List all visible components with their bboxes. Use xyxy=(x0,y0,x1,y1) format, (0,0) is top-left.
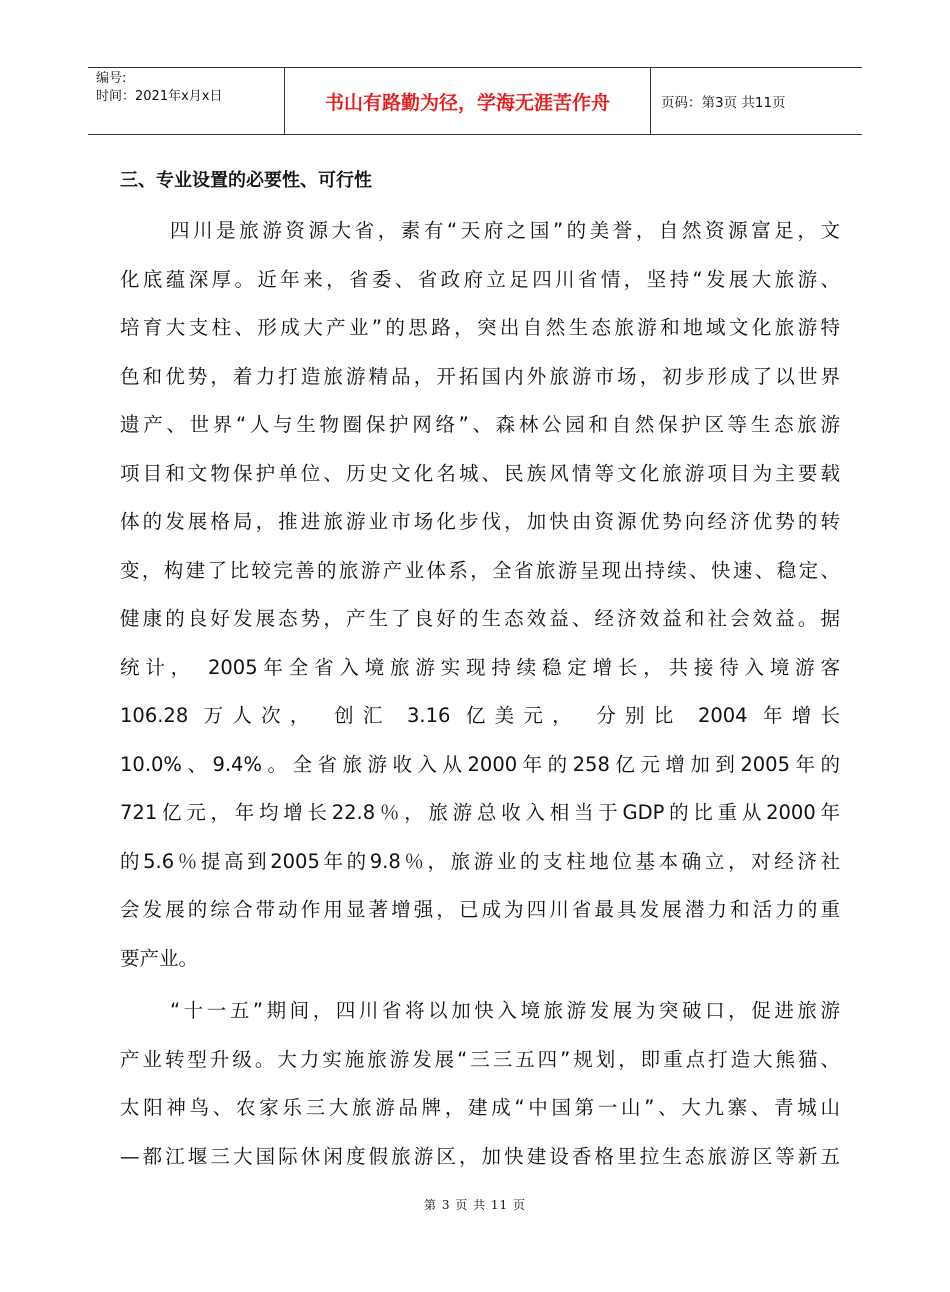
paragraph-line: —都江堰三大国际休闲度假旅游区，加快建设香格里拉生态旅游区等新五 xyxy=(120,1144,840,1168)
header-motto-cell xyxy=(285,68,651,134)
header-page-info: 页码：第3页 共11页 xyxy=(661,95,786,111)
paragraph-line: 太阳神鸟、农家乐三大旅游品牌，建成“中国第一山”、大九寨、青城山 xyxy=(120,1096,840,1119)
paragraph-line: 会发展的综合带动作用显著增强，已成为四川省最具发展潜力和活力的重 xyxy=(120,898,840,921)
paragraph-line: 培育大支柱、形成大产业”的思路，突出自然生态旅游和地域文化旅游特 xyxy=(120,316,840,339)
paragraph-line: 健康的良好发展态势，产生了良好的生态效益、经济效益和社会效益。据 xyxy=(120,607,840,630)
paragraph-line: 106.28 万人次， 创汇 3.16 亿美元， 分别比 2004 年增长 xyxy=(120,704,840,727)
paragraph-line: 721亿元，年均增长22.8％，旅游总收入相当于GDP的比重从2000年 xyxy=(120,801,840,824)
paragraph-line: “十一五”期间，四川省将以加快入境旅游发展为突破口，促进旅游 xyxy=(170,999,840,1022)
header-meta xyxy=(88,68,285,134)
page-footer: 第 3 页 共 11 页 xyxy=(424,1198,526,1212)
header-motto: 书山有路勤为径，学海无涯苦作舟 xyxy=(324,91,610,114)
paragraph-line: 统计， 2005年全省入境旅游实现持续稳定增长，共接待入境游客 xyxy=(120,655,840,679)
paragraph-line: 要产业。 xyxy=(120,946,199,970)
paragraph-line: 变，构建了比较完善的旅游产业体系，全省旅游呈现出持续、快速、稳定、 xyxy=(120,558,840,582)
page-header xyxy=(88,67,862,135)
paragraph-line: 项目和文物保护单位、历史文化名城、民族风情等文化旅游项目为主要载 xyxy=(120,461,840,485)
paragraph-line: 产业转型升级。大力实施旅游发展“三三五四”规划，即重点打造大熊猫、 xyxy=(120,1047,840,1071)
paragraph-line: 遗产、世界“人与生物圈保护网络”、森林公园和自然保护区等生态旅游 xyxy=(120,413,840,436)
paragraph-line: 化底蕴深厚。近年来，省委、省政府立足四川省情，坚持“发展大旅游、 xyxy=(120,267,840,291)
document-date: 时间：2021年x月x日 xyxy=(96,89,223,104)
paragraph-line: 四川是旅游资源大省，素有“天府之国”的美誉，自然资源富足，文 xyxy=(170,219,840,242)
paragraph-1 xyxy=(120,207,840,983)
paragraph-line: 的5.6％提高到2005年的9.8％，旅游业的支柱地位基本确立，对经济社 xyxy=(120,849,840,873)
paragraph-line: 色和优势，着力打造旅游精品，开拓国内外旅游市场，初步形成了以世界 xyxy=(120,364,840,388)
paragraph-line: 10.0%、9.4%。全省旅游收入从2000年的258亿元增加到2005年的 xyxy=(120,752,840,776)
paragraph-line: 体的发展格局，推进旅游业市场化步伐，加快由资源优势向经济优势的转 xyxy=(120,510,840,533)
section-title: 三、专业设置的必要性、可行性 xyxy=(120,170,372,191)
paragraph-2 xyxy=(120,987,840,1181)
document-number-label: 编号: xyxy=(96,71,127,86)
